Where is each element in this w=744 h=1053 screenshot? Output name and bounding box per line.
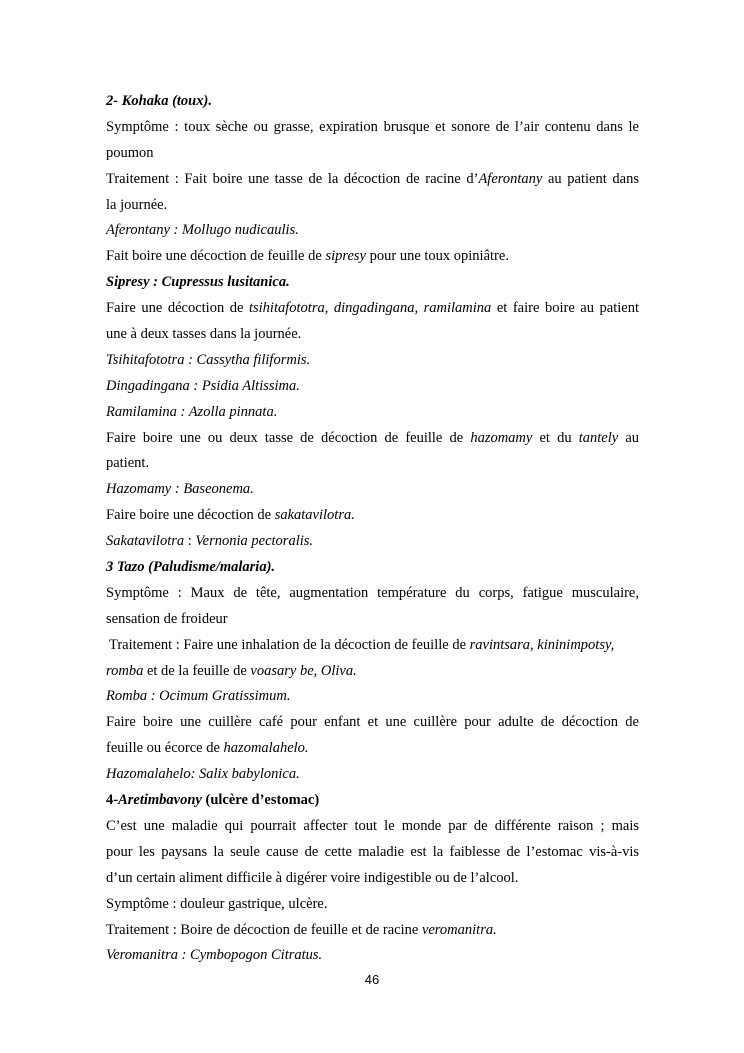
text-run: au [618,429,640,446]
text-line [106,659,639,685]
text-run: Aferontany [478,170,543,187]
text-run: Traitement : Fait boire une tasse de la décoction de racine d’ [106,170,479,187]
text-run: Romba : Ocimum Gratissimum. [106,688,291,705]
text-line [106,684,639,710]
text-run: d’un certain aliment difficile à digérer voire indigestible ou de l’alcool. [106,869,519,886]
text-line [106,270,639,296]
text-line [106,374,639,400]
text-run: : [184,533,196,550]
text-line [106,762,639,788]
text-line [106,322,639,348]
text-run: patient. [106,455,150,472]
text-run: pour une toux opiniâtre. [365,248,509,265]
text-run: 3 Tazo (Paludisme/malaria). [106,559,276,576]
text-line [106,218,639,244]
text-run: Traitement : Boire de décoction de feuille et de racine [106,921,422,938]
text-run: ravintsara, kininimpotsy, [469,636,615,653]
text-line [106,555,639,581]
text-run: romba [106,662,144,679]
text-run: une à deux tasses dans la journée. [106,326,302,343]
text-line [106,89,639,115]
text-run: poumon [106,144,154,161]
text-run: tantely [578,429,619,446]
text-line [106,193,639,219]
text-run: Fait boire une décoction de feuille de [106,248,326,265]
text-line [106,503,639,529]
text-run: Vernonia pectoralis. [195,533,314,550]
text-line [106,348,639,374]
text-line [106,296,639,322]
text-line [106,141,639,167]
text-run: Faire une décoction de [106,300,249,317]
text-run: sipresy [325,248,366,265]
text-line [106,426,639,452]
text-run: Faire boire une cuillère café pour enfant et une cuillère pour adulte de décoction de [106,714,639,731]
text-run: Symptôme : toux sèche ou grasse, expiration brusque et sonore de l’air contenu dans le [106,118,639,135]
text-run: Faire boire une décoction de [106,507,275,524]
text-run: au patient dans [542,170,639,187]
text-run: et du [532,429,579,446]
text-line [106,529,639,555]
text-line [106,892,639,918]
text-run: feuille ou écorce de [106,740,224,757]
text-run: Symptôme : Maux de tête, augmentation température du corps, fatigue musculaire, [106,584,639,601]
text-line [106,451,639,477]
text-line [106,607,639,633]
text-run: Faire boire une ou deux tasse de décoction de feuille de [106,429,471,446]
text-run: Tsihitafototra : Cassytha filiformis. [106,351,311,368]
text-run: veromanitra. [421,921,497,938]
text-line [106,710,639,736]
text-run: voasary be, Oliva. [250,662,357,679]
text-run: hazomamy [470,429,533,446]
text-run: Sipresy : Cupressus lusitanica. [106,274,290,291]
text-run: Hazomalahelo: Salix babylonica. [106,766,300,783]
text-run: sakatavilotra. [274,507,355,524]
document-body [106,89,639,969]
text-run: 4- [106,792,119,809]
text-run: la journée. [106,196,168,213]
text-run: 2- Kohaka (toux). [106,93,212,109]
text-run: Aretimbavony [118,792,202,809]
text-run: sensation de froideur [106,610,228,627]
text-line [106,943,639,969]
text-line [106,736,639,762]
text-run: Sakatavilotra [106,533,185,550]
text-line [106,115,639,141]
text-run: (ulcère d’estomac) [201,792,320,809]
text-run: et de la feuille de [143,662,251,679]
text-run: hazomalahelo. [223,740,309,757]
text-line [106,866,639,892]
text-run: Traitement : Faire une inhalation de la décoction de feuille de [109,636,470,653]
text-run: Ramilamina : Azolla pinnata. [106,403,278,420]
text-run: pour les paysans la seule cause de cette maladie est la faiblesse de l’estomac vis-à-vis [106,843,639,860]
text-line [106,918,639,944]
text-run: Hazomamy : Baseonema. [106,481,254,498]
text-run: et faire boire au patient [491,300,639,317]
text-line [106,400,639,426]
text-run: tsihitafototra, dingadingana, ramilamina [248,300,492,317]
text-line [106,167,639,193]
text-line [106,788,639,814]
text-line [106,477,639,503]
text-line [106,633,639,659]
text-run: C’est une maladie qui pourrait affecter tout le monde par de différente raison ; mais [106,817,639,834]
text-run: Symptôme : douleur gastrique, ulcère. [106,895,328,912]
text-line [106,244,639,270]
page-number: 46 [364,972,380,987]
text-run: Dingadingana : Psidia Altissima. [106,377,300,394]
text-line [106,581,639,607]
text-line [106,814,639,840]
text-run: Veromanitra : Cymbopogon Citratus. [106,947,323,964]
text-run: Aferontany : Mollugo nudicaulis. [106,222,299,239]
text-line [106,840,639,866]
